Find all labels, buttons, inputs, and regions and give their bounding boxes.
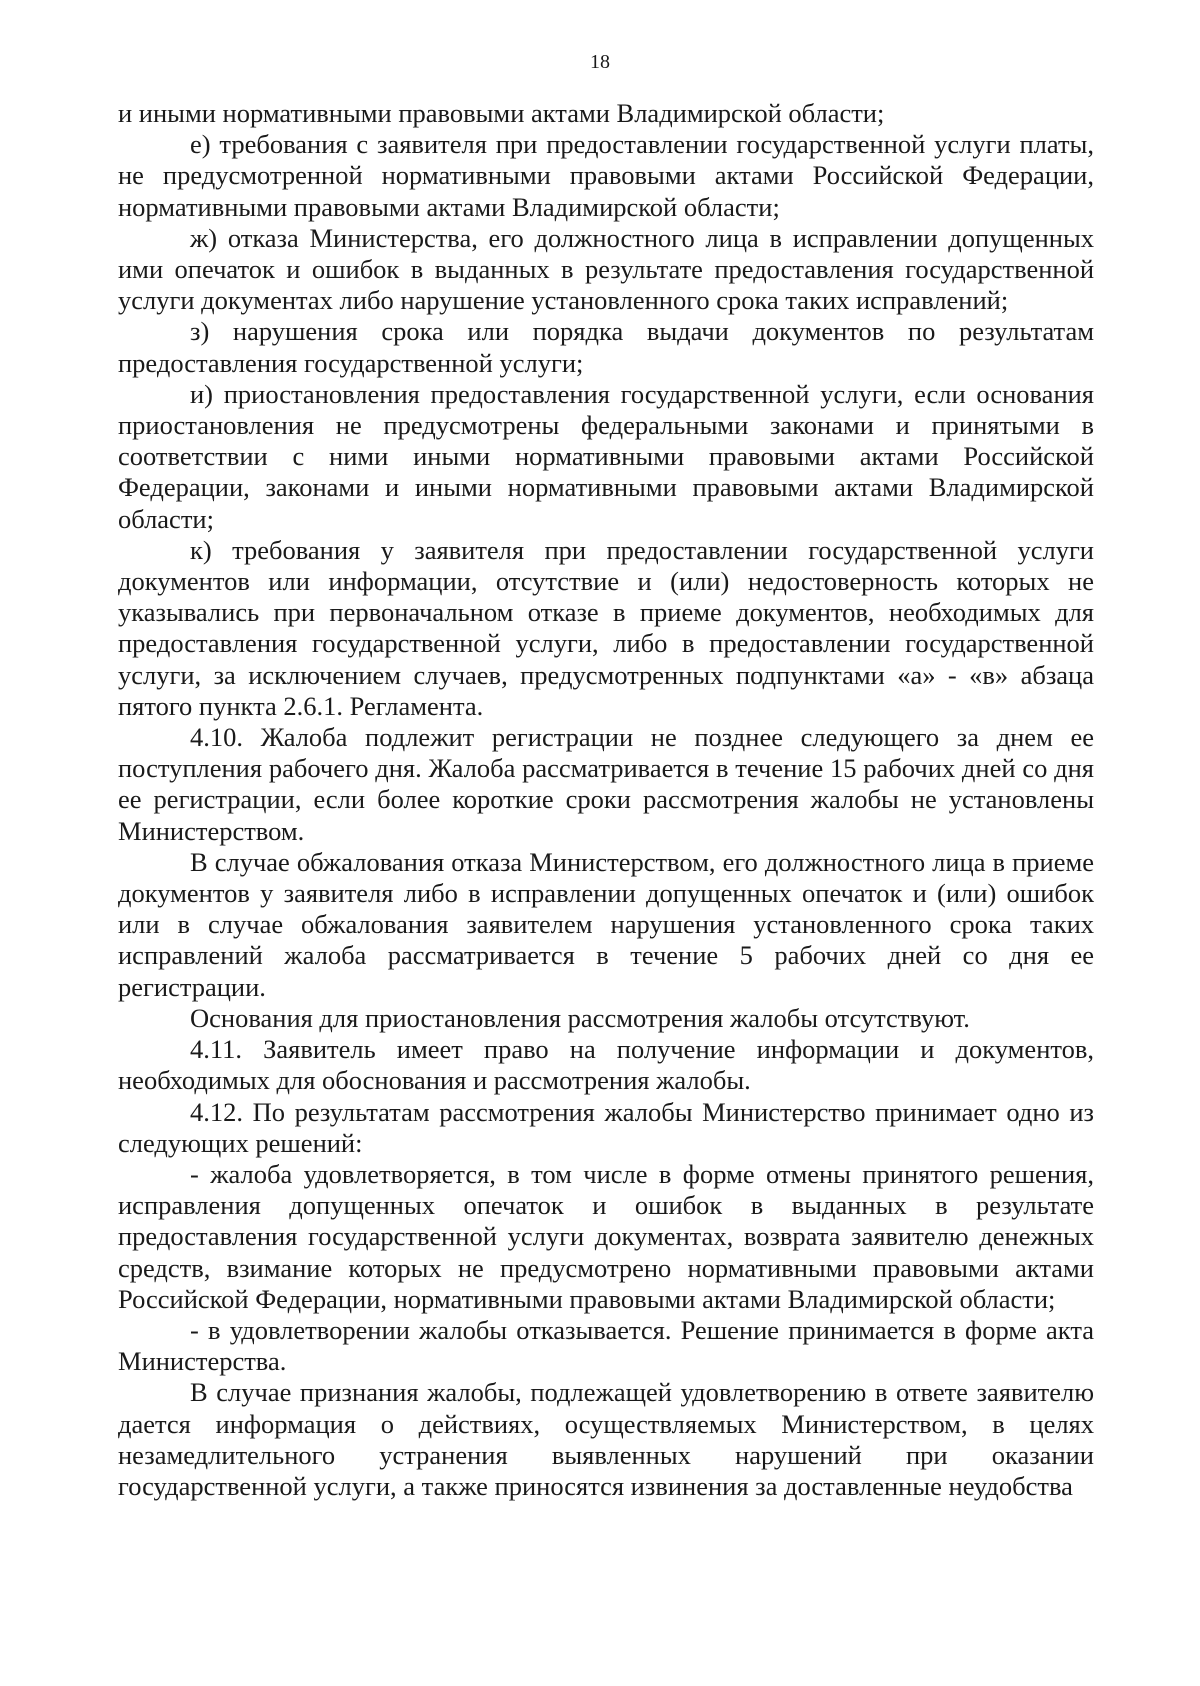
paragraph-4-10: 4.10. Жалоба подлежит регистрации не позднее следующего за днем ее поступления рабочего дня. Жалоба рассматривается в течение 15 рабочих дней со дня ее регистрации, если более короткие сроки рассмотрения жалобы не установлены Министерством. [118, 722, 1094, 846]
paragraph-4-12: 4.12. По результатам рассмотрения жалобы Министерство принимает одно из следующих решений: [118, 1096, 1094, 1158]
document-body [118, 98, 1094, 1502]
paragraph-complaint-satisfied: - жалоба удовлетворяется, в том числе в форме отмены принятого решения, исправления допущенных опечаток и ошибок в выданных в результате предоставления государственной услуги документах, возврата заявителю денежных средств, взимание которых не предусмотрено нормативными правовыми актами Российской Федерации, нормативными правовыми актами Владимирской области; [118, 1158, 1094, 1314]
paragraph-item-i: и) приостановления предоставления государственной услуги, если основания приостановления не предусмотрены федеральными законами и принятыми в соответствии с ними иными нормативными правовыми актами Российской Федерации, законами и иными нормативными правовыми актами Владимирской области; [118, 378, 1094, 534]
paragraph-complaint-recognized: В случае признания жалобы, подлежащей удовлетворению в ответе заявителю дается информация о действиях, осуществляемых Министерством, в целях незамедлительного устранения выявленных нарушений при оказании государственной услуги, а также приносятся извинения за доставленные неудобства [118, 1377, 1094, 1501]
paragraph-4-11: 4.11. Заявитель имеет право на получение информации и документов, необходимых для обоснования и рассмотрения жалобы. [118, 1034, 1094, 1096]
paragraph-no-suspension-grounds: Основания для приостановления рассмотрения жалобы отсутствуют. [190, 1002, 970, 1033]
paragraph-item-k: к) требования у заявителя при предоставлении государственной услуги документов или информации, отсутствие и (или) недостоверность которых не указывались при первоначальном отказе в приеме документов, необходимых для предоставления государственной услуги, либо в предоставлении государственной услуги, за исключением случаев, предусмотренных подпунктами «а» - «в» абзаца пятого пункта 2.6.1. Регламента. [118, 534, 1094, 721]
paragraph-item-e: е) требования с заявителя при предоставлении государственной услуги платы, не предусмотренной нормативными правовыми актами Российской Федерации, нормативными правовыми актами Владимирской области; [118, 129, 1094, 222]
paragraph-4-10-appeal-refusal: В случае обжалования отказа Министерством, его должностного лица в приеме документов у заявителя либо в исправлении допущенных опечаток и (или) ошибок или в случае обжалования заявителем нарушения установленного срока таких исправлений жалоба рассматривается в течение 5 рабочих дней со дня ее регистрации. [118, 846, 1094, 1002]
paragraph-complaint-rejected: - в удовлетворении жалобы отказывается. Решение принимается в форме акта Министерства. [118, 1314, 1094, 1377]
paragraph-item-z: з) нарушения срока или порядка выдачи документов по результатам предоставления государственной услуги; [118, 316, 1094, 378]
page-number: 18 [590, 51, 610, 73]
paragraph-continuation: и иными нормативными правовыми актами Владимирской области; [118, 98, 885, 128]
paragraph-item-zh: ж) отказа Министерства, его должностного лица в исправлении допущенных ими опечаток и ошибок в выданных в результате предоставления государственной услуги документах либо нарушение установленного срока таких исправлений; [118, 222, 1094, 316]
